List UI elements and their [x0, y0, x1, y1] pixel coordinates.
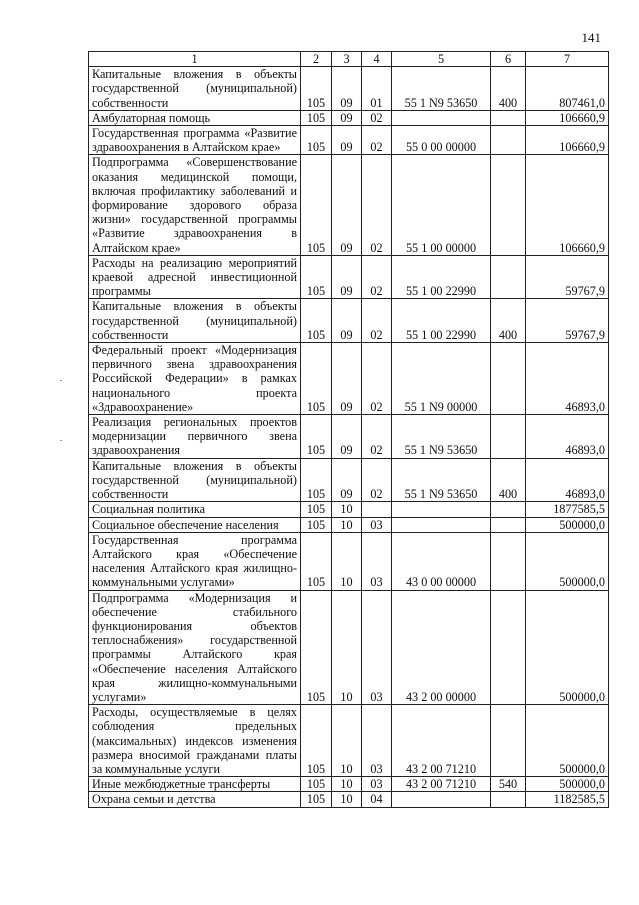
code-admin: 105 — [301, 777, 332, 792]
code-expense-type — [491, 590, 526, 705]
code-subsection: 02 — [362, 299, 392, 343]
code-admin: 105 — [301, 255, 332, 299]
code-section: 09 — [332, 415, 362, 459]
column-header: 2 — [301, 52, 332, 67]
table-row — [89, 502, 609, 517]
row-name: Капитальные вложения в объекты государственной (муниципальной) собственности — [89, 458, 301, 502]
code-expense-type — [491, 502, 526, 517]
code-admin: 105 — [301, 126, 332, 155]
code-admin: 105 — [301, 299, 332, 343]
row-name: Амбулаторная помощь — [89, 110, 301, 125]
row-name: Федеральный проект «Модернизация первичного звена здравоохранения Российской Федерации» в рамках национального проекта «Здравоохранение» — [89, 343, 301, 415]
scan-mark — [60, 440, 62, 441]
scan-mark — [60, 380, 62, 381]
code-target: 55 1 N9 53650 — [392, 67, 491, 111]
column-header: 1 — [89, 52, 301, 67]
code-expense-type — [491, 126, 526, 155]
amount: 46893,0 — [526, 458, 609, 502]
table-row — [89, 777, 609, 792]
table-header-row — [89, 52, 609, 67]
row-name: Государственная программа «Развитие здравоохранения в Алтайском крае» — [89, 126, 301, 155]
code-section: 09 — [332, 458, 362, 502]
code-target: 55 1 00 22990 — [392, 299, 491, 343]
page-number: 141 — [581, 30, 601, 45]
code-subsection: 03 — [362, 777, 392, 792]
code-section: 10 — [332, 777, 362, 792]
amount: 1182585,5 — [526, 792, 609, 807]
code-subsection: 02 — [362, 458, 392, 502]
code-admin: 105 — [301, 517, 332, 532]
row-name: Капитальные вложения в объекты государственной (муниципальной) собственности — [89, 67, 301, 111]
column-header: 6 — [491, 52, 526, 67]
code-target: 43 0 00 00000 — [392, 532, 491, 590]
table-row — [89, 155, 609, 255]
code-subsection: 02 — [362, 415, 392, 459]
code-target — [392, 792, 491, 807]
code-admin: 105 — [301, 67, 332, 111]
amount: 500000,0 — [526, 777, 609, 792]
code-section: 09 — [332, 110, 362, 125]
code-admin: 105 — [301, 110, 332, 125]
code-section: 10 — [332, 532, 362, 590]
code-subsection: 03 — [362, 517, 392, 532]
table-row — [89, 299, 609, 343]
table-row — [89, 458, 609, 502]
code-section: 09 — [332, 67, 362, 111]
code-admin: 105 — [301, 532, 332, 590]
table-row — [89, 126, 609, 155]
code-target: 55 1 N9 00000 — [392, 343, 491, 415]
code-expense-type — [491, 532, 526, 590]
code-section: 10 — [332, 517, 362, 532]
code-expense-type: 540 — [491, 777, 526, 792]
amount: 59767,9 — [526, 255, 609, 299]
code-expense-type: 400 — [491, 458, 526, 502]
table-row — [89, 415, 609, 459]
row-name: Расходы на реализацию мероприятий краевой адресной инвестиционной программы — [89, 255, 301, 299]
code-subsection: 01 — [362, 67, 392, 111]
code-admin: 105 — [301, 590, 332, 705]
code-subsection: 02 — [362, 126, 392, 155]
amount: 46893,0 — [526, 415, 609, 459]
code-subsection: 04 — [362, 792, 392, 807]
table-row — [89, 792, 609, 807]
code-expense-type: 400 — [491, 299, 526, 343]
budget-table — [88, 51, 609, 808]
amount: 500000,0 — [526, 705, 609, 777]
row-name: Иные межбюджетные трансферты — [89, 777, 301, 792]
row-name: Подпрограмма «Модернизация и обеспечение стабильного функционирования объектов теплоснабжения» государственной программы Алтайского края «Обеспечение населения Алтайского края жилищно-коммунальными услугами» — [89, 590, 301, 705]
code-section: 09 — [332, 126, 362, 155]
row-name: Капитальные вложения в объекты государственной (муниципальной) собственности — [89, 299, 301, 343]
code-admin: 105 — [301, 502, 332, 517]
code-subsection: 02 — [362, 343, 392, 415]
code-target — [392, 110, 491, 125]
table-row — [89, 67, 609, 111]
code-section: 10 — [332, 502, 362, 517]
table-row — [89, 343, 609, 415]
amount: 46893,0 — [526, 343, 609, 415]
amount: 106660,9 — [526, 110, 609, 125]
code-target: 43 2 00 00000 — [392, 590, 491, 705]
code-expense-type — [491, 155, 526, 255]
code-section: 10 — [332, 705, 362, 777]
column-header: 3 — [332, 52, 362, 67]
code-target: 55 1 00 00000 — [392, 155, 491, 255]
code-admin: 105 — [301, 458, 332, 502]
code-subsection: 03 — [362, 590, 392, 705]
table-row — [89, 590, 609, 705]
code-expense-type: 400 — [491, 67, 526, 111]
code-expense-type — [491, 517, 526, 532]
code-target — [392, 502, 491, 517]
code-target: 43 2 00 71210 — [392, 705, 491, 777]
code-admin: 105 — [301, 155, 332, 255]
code-admin: 105 — [301, 705, 332, 777]
code-section: 09 — [332, 299, 362, 343]
row-name: Социальное обеспечение населения — [89, 517, 301, 532]
code-target: 55 1 N9 53650 — [392, 415, 491, 459]
amount: 106660,9 — [526, 126, 609, 155]
code-subsection: 02 — [362, 155, 392, 255]
column-header: 5 — [392, 52, 491, 67]
code-subsection: 02 — [362, 255, 392, 299]
code-expense-type — [491, 110, 526, 125]
code-expense-type — [491, 343, 526, 415]
amount: 500000,0 — [526, 532, 609, 590]
code-expense-type — [491, 705, 526, 777]
amount: 807461,0 — [526, 67, 609, 111]
code-expense-type — [491, 415, 526, 459]
code-target: 55 1 N9 53650 — [392, 458, 491, 502]
row-name: Социальная политика — [89, 502, 301, 517]
code-subsection: 02 — [362, 110, 392, 125]
row-name: Расходы, осуществляемые в целях соблюдения предельных (максимальных) индексов изменения размера вносимой гражданами платы за коммунальные услуги — [89, 705, 301, 777]
code-target: 43 2 00 71210 — [392, 777, 491, 792]
row-name: Охрана семьи и детства — [89, 792, 301, 807]
row-name: Подпрограмма «Совершенствование оказания медицинской помощи, включая профилактику заболеваний и формирование здорового образа жизни» государственной программы «Развитие здравоохранения в Алтайском крае» — [89, 155, 301, 255]
table-row — [89, 532, 609, 590]
table-row — [89, 517, 609, 532]
code-subsection — [362, 502, 392, 517]
code-target: 55 0 00 00000 — [392, 126, 491, 155]
code-subsection: 03 — [362, 705, 392, 777]
column-header: 4 — [362, 52, 392, 67]
code-admin: 105 — [301, 415, 332, 459]
code-section: 10 — [332, 590, 362, 705]
code-target — [392, 517, 491, 532]
code-section: 09 — [332, 255, 362, 299]
code-subsection: 03 — [362, 532, 392, 590]
column-header: 7 — [526, 52, 609, 67]
row-name: Государственная программа Алтайского края «Обеспечение населения Алтайского края жилищно-коммунальными услугами» — [89, 532, 301, 590]
code-admin: 105 — [301, 792, 332, 807]
amount: 500000,0 — [526, 590, 609, 705]
code-expense-type — [491, 792, 526, 807]
code-section: 09 — [332, 343, 362, 415]
code-section: 09 — [332, 155, 362, 255]
code-target: 55 1 00 22990 — [392, 255, 491, 299]
amount: 1877585,5 — [526, 502, 609, 517]
amount: 500000,0 — [526, 517, 609, 532]
table-row — [89, 705, 609, 777]
code-section: 10 — [332, 792, 362, 807]
table-row — [89, 110, 609, 125]
code-admin: 105 — [301, 343, 332, 415]
table-row — [89, 255, 609, 299]
amount: 106660,9 — [526, 155, 609, 255]
row-name: Реализация региональных проектов модернизации первичного звена здравоохранения — [89, 415, 301, 459]
code-expense-type — [491, 255, 526, 299]
amount: 59767,9 — [526, 299, 609, 343]
